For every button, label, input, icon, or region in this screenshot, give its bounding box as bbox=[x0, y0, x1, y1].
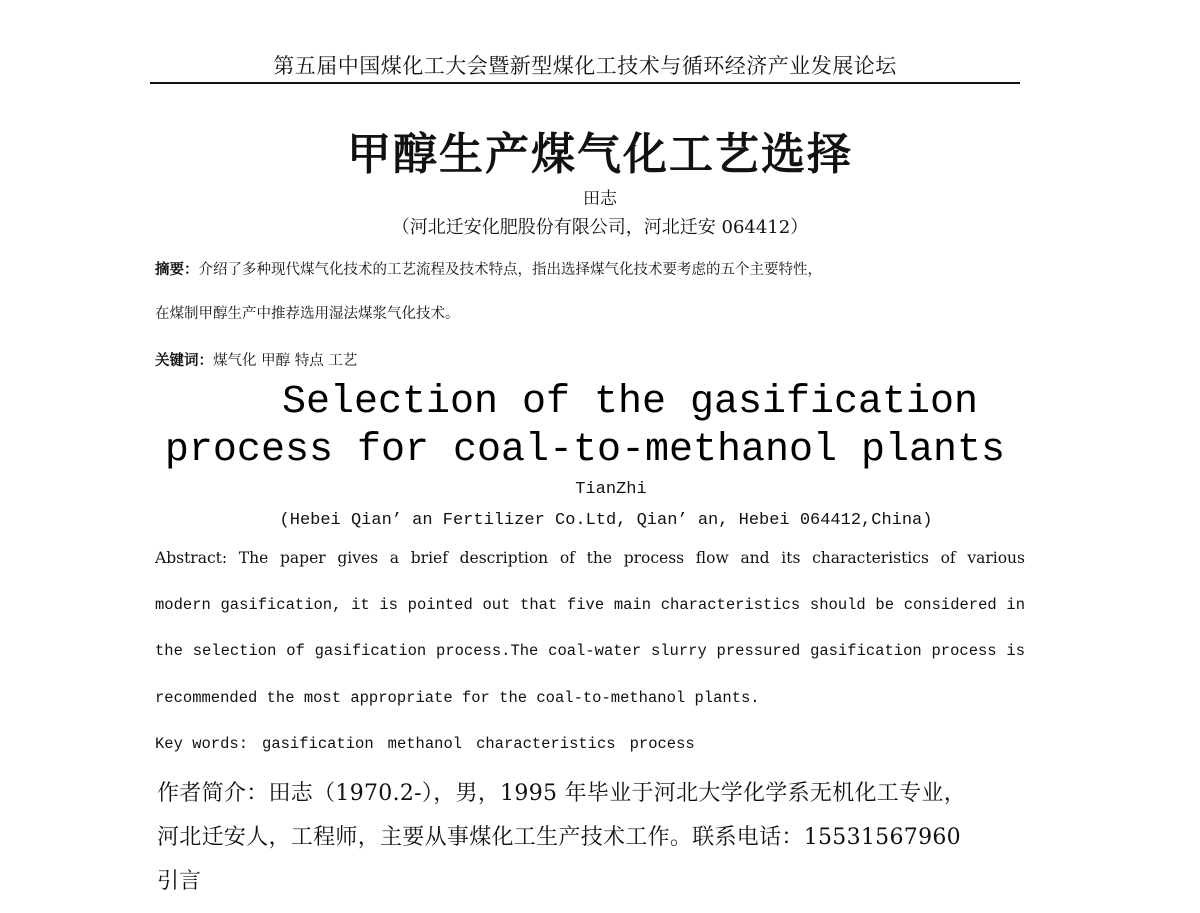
author-name-zh: 田志 bbox=[583, 189, 617, 209]
abstract-en-line-1 bbox=[155, 549, 1025, 567]
section-heading-intro: 引言 bbox=[157, 869, 202, 894]
keywords-en bbox=[155, 735, 695, 753]
affiliation-zh: （河北迁安化肥股份有限公司，河北迁安 064412） bbox=[391, 217, 809, 238]
paper-title-zh: 甲醇生产煤气化工艺选择 bbox=[347, 129, 853, 180]
author-bio-line-1: 作者简介：田志（1970.2-），男，1995 年毕业于河北大学化学系无机化工专业， bbox=[157, 781, 966, 806]
abstract-en-text-1: The paper gives a brief description of the process flow and its characteristics of various bbox=[238, 549, 1025, 567]
keywords-zh-label: 关键词： bbox=[155, 352, 213, 369]
abstract-en-line-4: recommended the most appropriate for the coal-to-methanol plants. bbox=[155, 689, 760, 707]
keyword-zh: 工艺 bbox=[328, 353, 358, 369]
header-rule bbox=[150, 82, 1020, 84]
paper-title-en-line-2: process for coal-to-methanol plants bbox=[164, 428, 1006, 473]
keyword-en: characteristics bbox=[476, 735, 616, 753]
author-name-en: TianZhi bbox=[575, 480, 647, 499]
abstract-en-label: Abstract: bbox=[155, 549, 228, 567]
keyword-en: gasification bbox=[262, 735, 374, 753]
abstract-zh-line-2: 在煤制甲醇生产中推荐选用湿法煤浆气化技术。 bbox=[155, 306, 460, 322]
abstract-en-line-3: the selection of gasification process.The coal-water slurry pressured gasification process is bbox=[155, 642, 1025, 660]
keywords-en-label: Key words: bbox=[155, 735, 249, 753]
keyword-zh: 煤气化 bbox=[213, 353, 257, 369]
author-bio-line-2: 河北迁安人，工程师，主要从事煤化工生产技术工作。联系电话：15531567960 bbox=[157, 825, 961, 850]
keywords-zh bbox=[155, 349, 357, 370]
abstract-zh-line-1 bbox=[155, 258, 822, 279]
affiliation-en: (Hebei Qian’ an Fertilizer Co.Ltd, Qian’ an, Hebei 064412,China) bbox=[279, 511, 933, 530]
keyword-en: methanol bbox=[387, 735, 463, 753]
keyword-zh: 特点 bbox=[294, 353, 324, 369]
abstract-en-line-2: modern gasification, it is pointed out that five main characteristics should be considered in bbox=[155, 596, 1025, 614]
abstract-zh-label: 摘要： bbox=[155, 261, 199, 278]
paper-title-en-line-1: Selection of the gasification bbox=[281, 380, 979, 425]
keyword-zh: 甲醇 bbox=[261, 353, 291, 369]
conference-header: 第五届中国煤化工大会暨新型煤化工技术与循环经济产业发展论坛 bbox=[273, 54, 897, 78]
abstract-zh-text-1: 介绍了多种现代煤气化技术的工艺流程及技术特点，指出选择煤气化技术要考虑的五个主要特性， bbox=[198, 262, 822, 278]
keyword-en: process bbox=[629, 735, 695, 753]
